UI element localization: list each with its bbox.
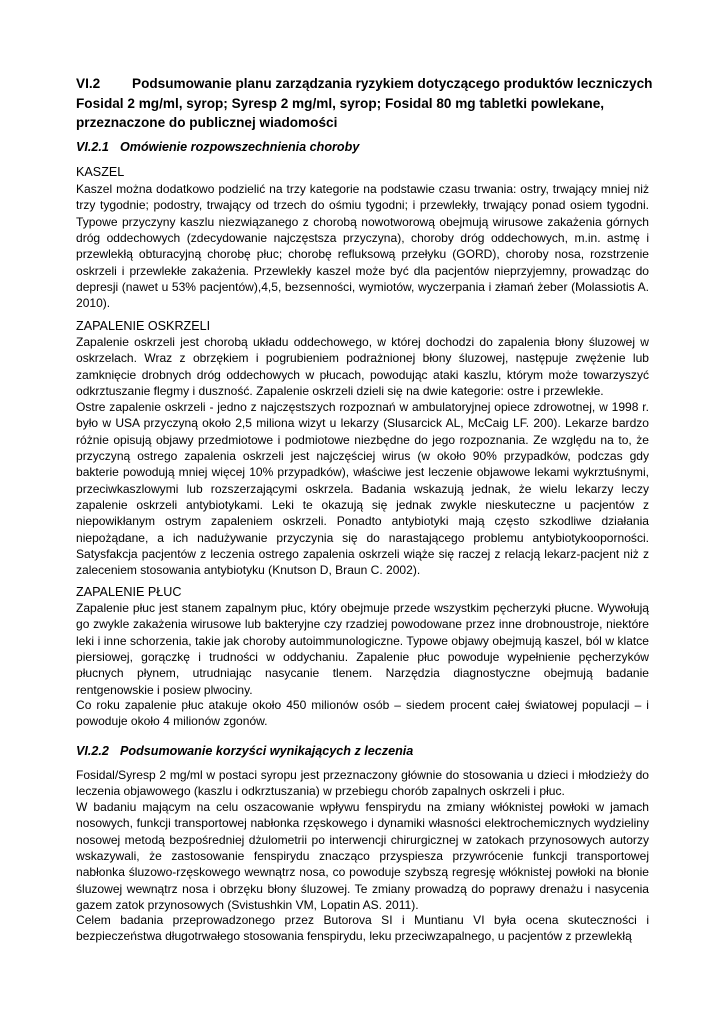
- subsection-label-oskrzela: ZAPALENIE OSKRZELI: [76, 319, 211, 333]
- subsection-label-pluca: ZAPALENIE PŁUC: [76, 585, 182, 599]
- section-heading-title: Podsumowanie korzyści wynikających z leczenia: [120, 744, 414, 758]
- paragraph-pluca-2: Co roku zapalenie płuc atakuje około 450 milionów osób – siedem procent całej światowej populacji – i powoduje około 4 milionów zgonów.: [76, 698, 649, 729]
- section-heading-benefits: [76, 743, 413, 759]
- main-heading: [76, 74, 676, 133]
- paragraph-kaszel: Kaszel można dodatkowo podzielić na trzy kategorie na podstawie czasu trwania: ostry, trwający mniej niż trzy tygodnie; podostry, trwający od trzech do ośmiu tygodni; i przewlekły, trwający ponad osiem tygodni. Typowe przyczyny kaszlu niezwiązanego z chorobą nowotworową obejmują wirusowe zakażenia górnych dróg oddechowych (zdecydowanie najczęstsza przyczyna), choroby dróg oddechowych, m.in. astmę i przewlekłą obturacyjną chorobę płuc; chorobę refluksową przełyku (GORD), choroby nosa, rozstrzenie oskrzeli i przewlekłe zakażenia. Przewlekły kaszel może być dla pacjentów nieprzyjemny, prowadząc do depresji (nawet u 53% pacjentów),4,5, bezsenności, wymiotów, wyczerpania i złamań żeber (Molassiotis A. 2010).: [76, 182, 649, 311]
- section-heading-disease: [76, 139, 359, 155]
- section-heading-number: VI.2.1: [76, 140, 109, 154]
- paragraph-benefits-2: W badaniu mającym na celu oszacowanie wpływu fenspirydu na zmiany włóknistej powłoki w jamach nosowych, funkcji transportowej nabłonka rzęskowego i dynamiki własności elektrochemicznych wydzieliny nosowej metodą bezpośredniej dżulometrii po interwencji chirurgicznej w zatokach przynosowych autorzy wskazywali, że zastosowanie fenspirydu znacząco przyspiesza przywrócenie funkcji transportowej nabłonka śluzowo-rzęskowego wewnątrz nosa, co powoduje szybszą regresję włóknistej powłoki na błonie śluzowej wewnątrz nosa i obrzęku błony śluzowej. Te zmiany prowadzą do poprawy drenażu i nasycenia gazem zatok przynosowych (Svistushkin VM, Lopatin AS. 2011).: [76, 800, 649, 913]
- section-heading-title: Omówienie rozpowszechnienia choroby: [120, 140, 360, 154]
- main-heading-number: VI.2: [76, 76, 101, 91]
- paragraph-oskrzela-1: Zapalenie oskrzeli jest chorobą układu oddechowego, w której dochodzi do zapalenia błony śluzowej w oskrzelach. Wraz z obrzękiem i pogrubieniem podrażnionej błony śluzowej, następuje zwężenie lub zamknięcie drobnych dróg oddechowych w płucach, powodując ataki kaszlu, którym może towarzyszyć odkrztuszanie flegmy i duszność. Zapalenie oskrzeli dzieli się na dwie kategorie: ostre i przewlekłe.: [76, 335, 649, 399]
- main-heading-text: Podsumowanie planu zarządzania ryzykiem dotyczącego produktów leczniczych Fosidal 2 mg/ml, syrop; Syresp 2 mg/ml, syrop; Fosidal 80 mg tabletki powlekane, przeznaczone do publicznej wiadomości: [76, 76, 653, 130]
- subsection-label-kaszel: KASZEL: [76, 165, 125, 179]
- paragraph-benefits-1: Fosidal/Syresp 2 mg/ml w postaci syropu jest przeznaczony głównie do stosowania u dzieci i młodzieży do leczenia objawowego (kaszlu i odkrztuszania) w przebiegu chorób zapalnych oskrzeli i płuc.: [76, 768, 649, 799]
- section-heading-number: VI.2.2: [76, 744, 109, 758]
- paragraph-pluca-1: Zapalenie płuc jest stanem zapalnym płuc, który obejmuje przede wszystkim pęcherzyki płucne. Wywołują go zwykle zakażenia wirusowe lub bakteryjne czy rzadziej powodowane przez inne drobnoustroje, niektóre leki i inne schorzenia, takie jak choroby autoimmunologiczne. Typowe objawy obejmują kaszel, ból w klatce piersiowej, gorączkę i trudności w oddychaniu. Zapalenie płuc powoduje wypełnienie pęcherzyków płucnych płynem, utrudniając nasycanie tlenem. Narzędzia diagnostyczne obejmują badanie rentgenowskie i posiew plwociny.: [76, 601, 649, 697]
- paragraph-benefits-3: Celem badania przeprowadzonego przez Butorova SI i Muntianu VI była ocena skuteczności i bezpieczeństwa długotrwałego stosowania fenspirydu, leku przeciwzapalnego, u pacjentów z przewlekłą: [76, 913, 649, 944]
- paragraph-oskrzela-2: Ostre zapalenie oskrzeli - jedno z najczęstszych rozpoznań w ambulatoryjnej opiece zdrowotnej, w 1998 r. było w USA przyczyną około 2,5 miliona wizyt u lekarzy (Slusarcick AL, McCaig LF. 200). Lekarze bardzo różnie opisują objawy przedmiotowe i podmiotowe niezbędne do jego rozpoznania. Ze względu na to, że przyczyną ostrego zapalenia oskrzeli jest najczęściej wirus (w około 90% przypadków, podczas gdy bakterie powodują mniej więcej 10% przypadków), właściwe jest leczenie objawowe lekami wykrztuśnymi, przeciwkaszlowymi lub rozszerzającymi oskrzela. Badania wskazują jednak, że wielu lekarzy leczy zapalenie oskrzeli antybiotykami. Leki te okazują się jednak zwykle nieskuteczne u pacjentów z niepowikłanym ostrym zapaleniem oskrzeli. Ponadto antybiotyki mają często szkodliwe działania niepożądane, a ich nadużywanie przyczynia się do narastającego problemu antybiotykooporności. Satysfakcja pacjentów z leczenia ostrego zapalenia oskrzeli wiąże się raczej z relacją lekarz-pacjent niż z zaleceniem stosowania antybiotyku (Knutson D, Braun C. 2002).: [76, 400, 649, 578]
